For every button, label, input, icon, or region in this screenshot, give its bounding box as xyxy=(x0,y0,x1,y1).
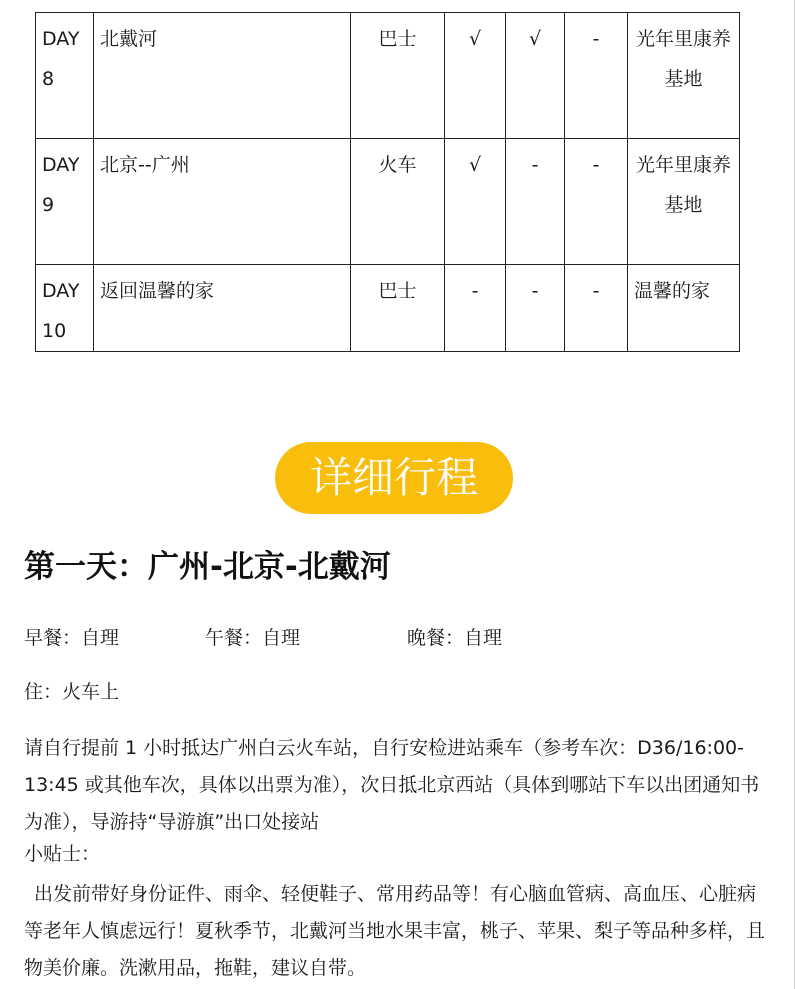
table-row xyxy=(36,13,740,139)
section-title-badge: 详细行程 xyxy=(275,442,513,514)
table-row xyxy=(36,265,740,352)
breakfast-cell: √ xyxy=(445,139,506,265)
tips-text: 出发前带好身份证件、雨伞、轻便鞋子、常用药品等！有心脑血管病、高血压、心脏病等老年人慎虑远行！夏秋季节，北戴河当地水果丰富，桃子、苹果、梨子等品种多样，且物美价廉。洗漱用品，拖鞋，建议自带。 xyxy=(24,883,766,979)
day-cell: DAY10 xyxy=(36,265,94,352)
transport-cell: 火车 xyxy=(351,139,445,265)
hotel-cell: 光年里康养基地 xyxy=(628,13,740,139)
dinner-cell: - xyxy=(565,13,628,139)
itinerary-table xyxy=(35,12,740,352)
dinner-label: 晚餐：自理 xyxy=(407,627,503,649)
transport-cell: 巴士 xyxy=(351,13,445,139)
day-heading: 第一天：广州-北京-北戴河 xyxy=(24,549,391,585)
lunch-cell: √ xyxy=(506,13,565,139)
dinner-cell: - xyxy=(565,139,628,265)
breakfast-cell: √ xyxy=(445,13,506,139)
breakfast-cell: - xyxy=(445,265,506,352)
dinner-cell: - xyxy=(565,265,628,352)
breakfast-label: 早餐：自理 xyxy=(24,627,120,649)
day-description: 请自行提前 1 小时抵达广州白云火车站，自行安检进站乘车（参考车次：D36/16:00-13:45 或其他车次，具体以出票为准），次日抵北京西站（具体到哪站下车以出团通知书为准），导游持“导游旗”出口处接站 xyxy=(24,737,760,833)
lunch-cell: - xyxy=(506,139,565,265)
hotel-cell: 温馨的家 xyxy=(628,265,740,352)
route-cell: 北京--广州 xyxy=(94,139,351,265)
lunch-label: 午餐：自理 xyxy=(205,627,301,649)
lunch-cell: - xyxy=(506,265,565,352)
hotel-cell: 光年里康养基地 xyxy=(628,139,740,265)
day-cell: DAY8 xyxy=(36,13,94,139)
route-cell: 北戴河 xyxy=(94,13,351,139)
accommodation-label: 住：火车上 xyxy=(24,681,120,703)
tips-label: 小贴士： xyxy=(24,843,101,865)
table-row xyxy=(36,139,740,265)
day-cell: DAY9 xyxy=(36,139,94,265)
route-cell: 返回温馨的家 xyxy=(94,265,351,352)
transport-cell: 巴士 xyxy=(351,265,445,352)
